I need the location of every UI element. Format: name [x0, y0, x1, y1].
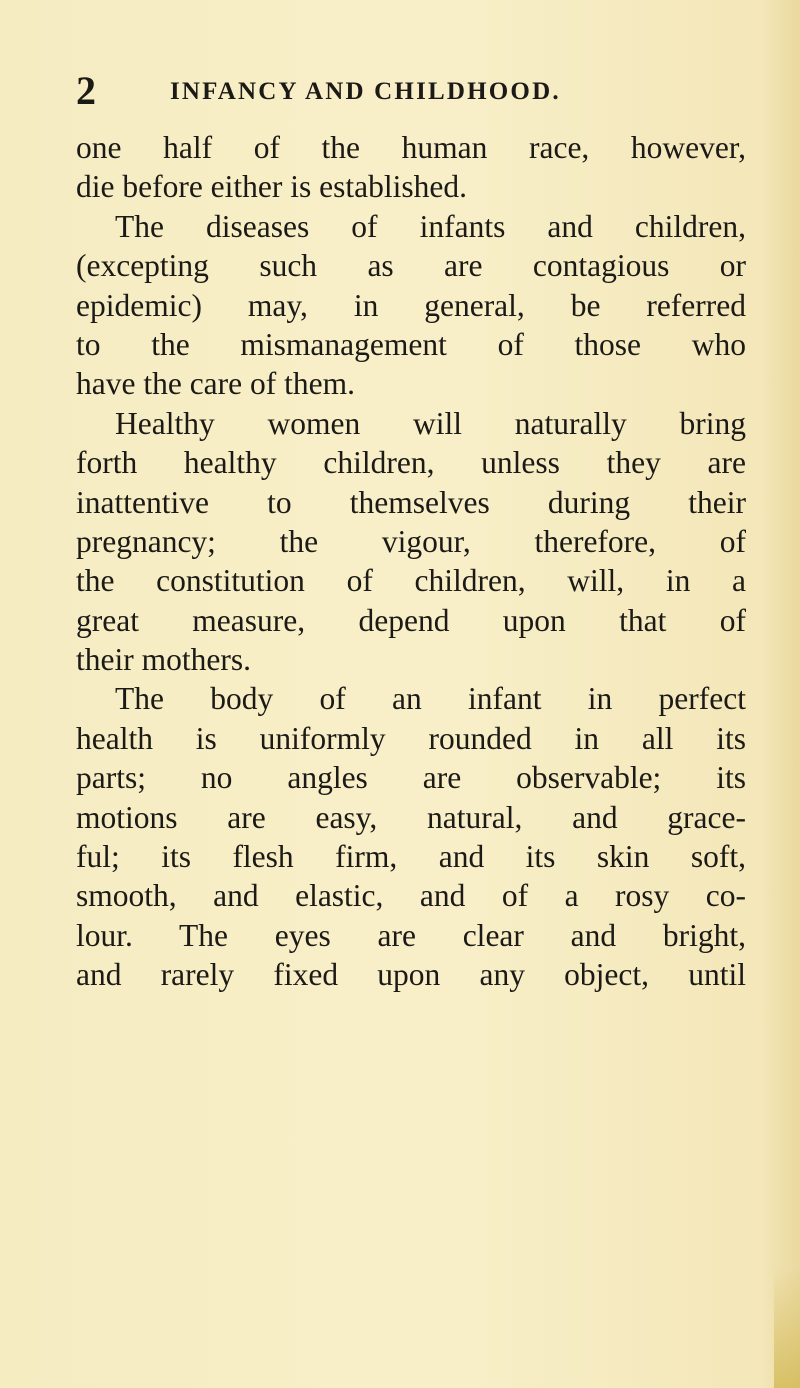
text-line: epidemic) may, in general, be referred [76, 287, 746, 323]
text-line: pregnancy; the vigour, therefore, of [76, 523, 746, 559]
page-header [76, 66, 736, 116]
text-line: lour. The eyes are clear and bright, [76, 917, 746, 953]
text-line: health is uniformly rounded in all its [76, 720, 746, 756]
page-corner-stain [774, 1268, 800, 1388]
text-line: ful; its flesh firm, and its skin soft, [76, 839, 746, 875]
text-line: to the mismanagement of those who [76, 326, 746, 362]
text-line: and rarely fixed upon any object, until [76, 957, 746, 993]
text-line: motions are easy, natural, and grace- [76, 799, 746, 835]
text-line: one half of the human race, however, [76, 130, 746, 165]
running-title: INFANCY AND CHILDHOOD. [170, 78, 561, 105]
text-line: The body of an infant in perfect [115, 681, 746, 717]
text-line: forth healthy children, unless they are [76, 445, 746, 481]
text-line: great measure, depend upon that of [76, 602, 746, 638]
page-edge-shading [760, 0, 800, 1388]
text-line: (excepting such as are contagious or [76, 248, 746, 284]
text-line: die before either is established. [76, 169, 467, 205]
page-number: 2 [76, 68, 96, 113]
body-text [76, 128, 746, 995]
text-line: The diseases of infants and children, [115, 208, 746, 244]
text-line: Healthy women will naturally bring [115, 405, 746, 441]
text-line: parts; no angles are observable; its [76, 760, 746, 796]
text-line: smooth, and elastic, and of a rosy co- [76, 878, 746, 914]
text-line: inattentive to themselves during their [76, 484, 746, 520]
text-line: have the care of them. [76, 366, 355, 402]
text-line: the constitution of children, will, in a [76, 563, 746, 599]
text-line: their mothers. [76, 642, 251, 678]
